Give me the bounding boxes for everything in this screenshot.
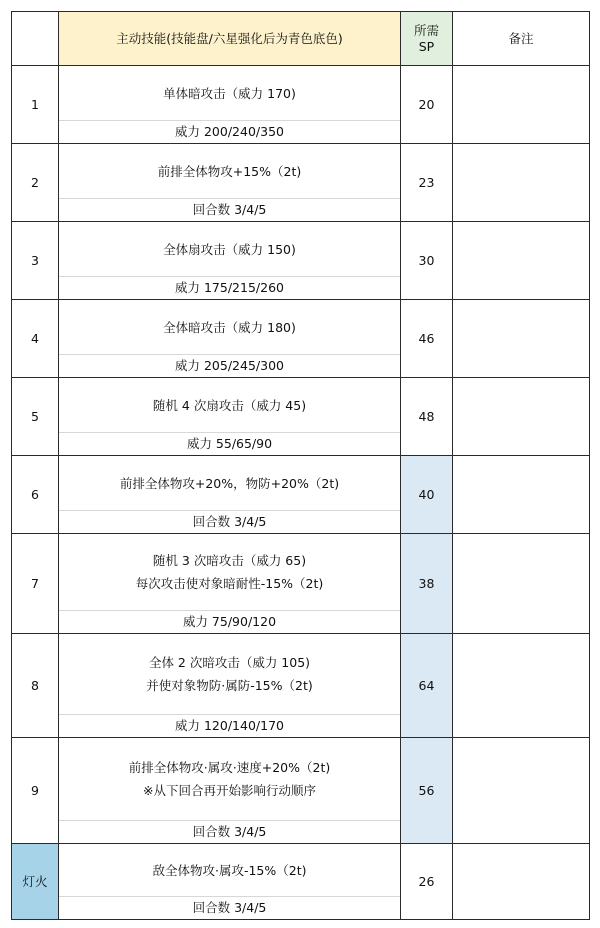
note-cell	[453, 222, 590, 300]
note-cell	[453, 456, 590, 534]
note-cell	[453, 144, 590, 222]
table-row	[12, 222, 590, 300]
header-skill: 主动技能(技能盘/六星强化后为青色底色)	[59, 12, 401, 66]
sp-cost: 56	[401, 738, 453, 844]
skill-line: 全体 2 次暗攻击（威力 105)	[148, 655, 311, 671]
sp-cost: 23	[401, 144, 453, 222]
table-row	[12, 378, 590, 456]
skill-line: 前排全体物攻+15%（2t)	[157, 163, 302, 179]
row-number: 2	[12, 144, 59, 222]
table-row	[12, 738, 590, 844]
header-sp-line1: 所需	[413, 22, 439, 38]
skill-cell	[59, 144, 401, 222]
header-note: 备注	[453, 12, 590, 66]
skill-description	[59, 456, 400, 511]
skill-description	[59, 66, 400, 121]
header-num	[12, 12, 59, 66]
skill-upgrade: 回合数 3/4/5	[192, 900, 267, 916]
row-number: 6	[12, 456, 59, 534]
skill-line: ※从下回合再开始影响行动顺序	[143, 783, 316, 798]
skill-description	[59, 300, 400, 355]
note-cell	[453, 534, 590, 634]
skill-upgrade: 回合数 3/4/5	[192, 824, 267, 840]
table-row	[12, 534, 590, 634]
skill-line: 前排全体物攻·属攻·速度+20%（2t)	[128, 760, 331, 776]
skill-line: 前排全体物攻+20%，物防+20%（2t)	[119, 475, 340, 491]
skill-upgrade: 威力 55/65/90	[186, 436, 273, 452]
skill-description	[59, 144, 400, 199]
skill-cell	[59, 456, 401, 534]
table-row	[12, 456, 590, 534]
row-number: 灯火	[12, 844, 59, 920]
skill-cell	[59, 378, 401, 456]
skill-upgrade: 威力 200/240/350	[175, 124, 284, 140]
note-cell	[453, 844, 590, 920]
sp-cost: 46	[401, 300, 453, 378]
table-row	[12, 634, 590, 738]
skill-upgrade: 威力 75/90/120	[182, 614, 277, 630]
note-cell	[453, 66, 590, 144]
skill-cell	[59, 300, 401, 378]
skill-description	[59, 222, 400, 277]
skill-description	[59, 534, 400, 611]
note-cell	[453, 378, 590, 456]
sp-cost: 20	[401, 66, 453, 144]
row-number: 5	[12, 378, 59, 456]
skill-line: 敌全体物攻·属攻-15%（2t)	[152, 862, 307, 878]
table-row	[12, 144, 590, 222]
skill-description	[59, 378, 400, 433]
skill-upgrade: 回合数 3/4/5	[192, 514, 267, 530]
table-row	[12, 844, 590, 920]
skill-cell	[59, 844, 401, 920]
skill-upgrade: 威力 205/245/300	[175, 358, 284, 374]
skill-upgrade: 回合数 3/4/5	[192, 202, 267, 218]
sp-cost: 64	[401, 634, 453, 738]
table-row	[12, 300, 590, 378]
sp-cost: 40	[401, 456, 453, 534]
row-number: 4	[12, 300, 59, 378]
note-cell	[453, 300, 590, 378]
header-sp	[401, 12, 453, 66]
skill-cell	[59, 66, 401, 144]
note-cell	[453, 634, 590, 738]
skill-line: 全体暗攻击（威力 180)	[163, 319, 296, 335]
sp-cost: 26	[401, 844, 453, 920]
skill-cell	[59, 222, 401, 300]
skill-cell	[59, 738, 401, 844]
skill-cell	[59, 534, 401, 634]
table-row	[12, 66, 590, 144]
note-cell	[453, 738, 590, 844]
skill-line: 全体扇攻击（威力 150)	[163, 241, 296, 257]
header-sp-line2: SP	[418, 38, 435, 54]
row-number: 3	[12, 222, 59, 300]
skill-description	[59, 738, 400, 821]
row-number: 8	[12, 634, 59, 738]
skill-line: 并使对象物防·属防-15%（2t)	[146, 678, 313, 693]
skill-description	[59, 844, 400, 897]
skill-description	[59, 634, 400, 715]
skill-line: 单体暗攻击（威力 170)	[163, 85, 296, 101]
sp-cost: 30	[401, 222, 453, 300]
skill-table	[11, 11, 590, 920]
skill-line: 随机 4 次扇攻击（威力 45)	[152, 397, 307, 413]
row-number: 9	[12, 738, 59, 844]
row-number: 7	[12, 534, 59, 634]
skill-cell	[59, 634, 401, 738]
row-number: 1	[12, 66, 59, 144]
skill-upgrade: 威力 120/140/170	[175, 718, 284, 734]
skill-line: 随机 3 次暗攻击（威力 65)	[152, 553, 307, 569]
table-header-row	[12, 12, 590, 66]
skill-line: 每次攻击使对象暗耐性-15%（2t)	[135, 576, 324, 591]
skill-upgrade: 威力 175/215/260	[175, 280, 284, 296]
sp-cost: 38	[401, 534, 453, 634]
sp-cost: 48	[401, 378, 453, 456]
